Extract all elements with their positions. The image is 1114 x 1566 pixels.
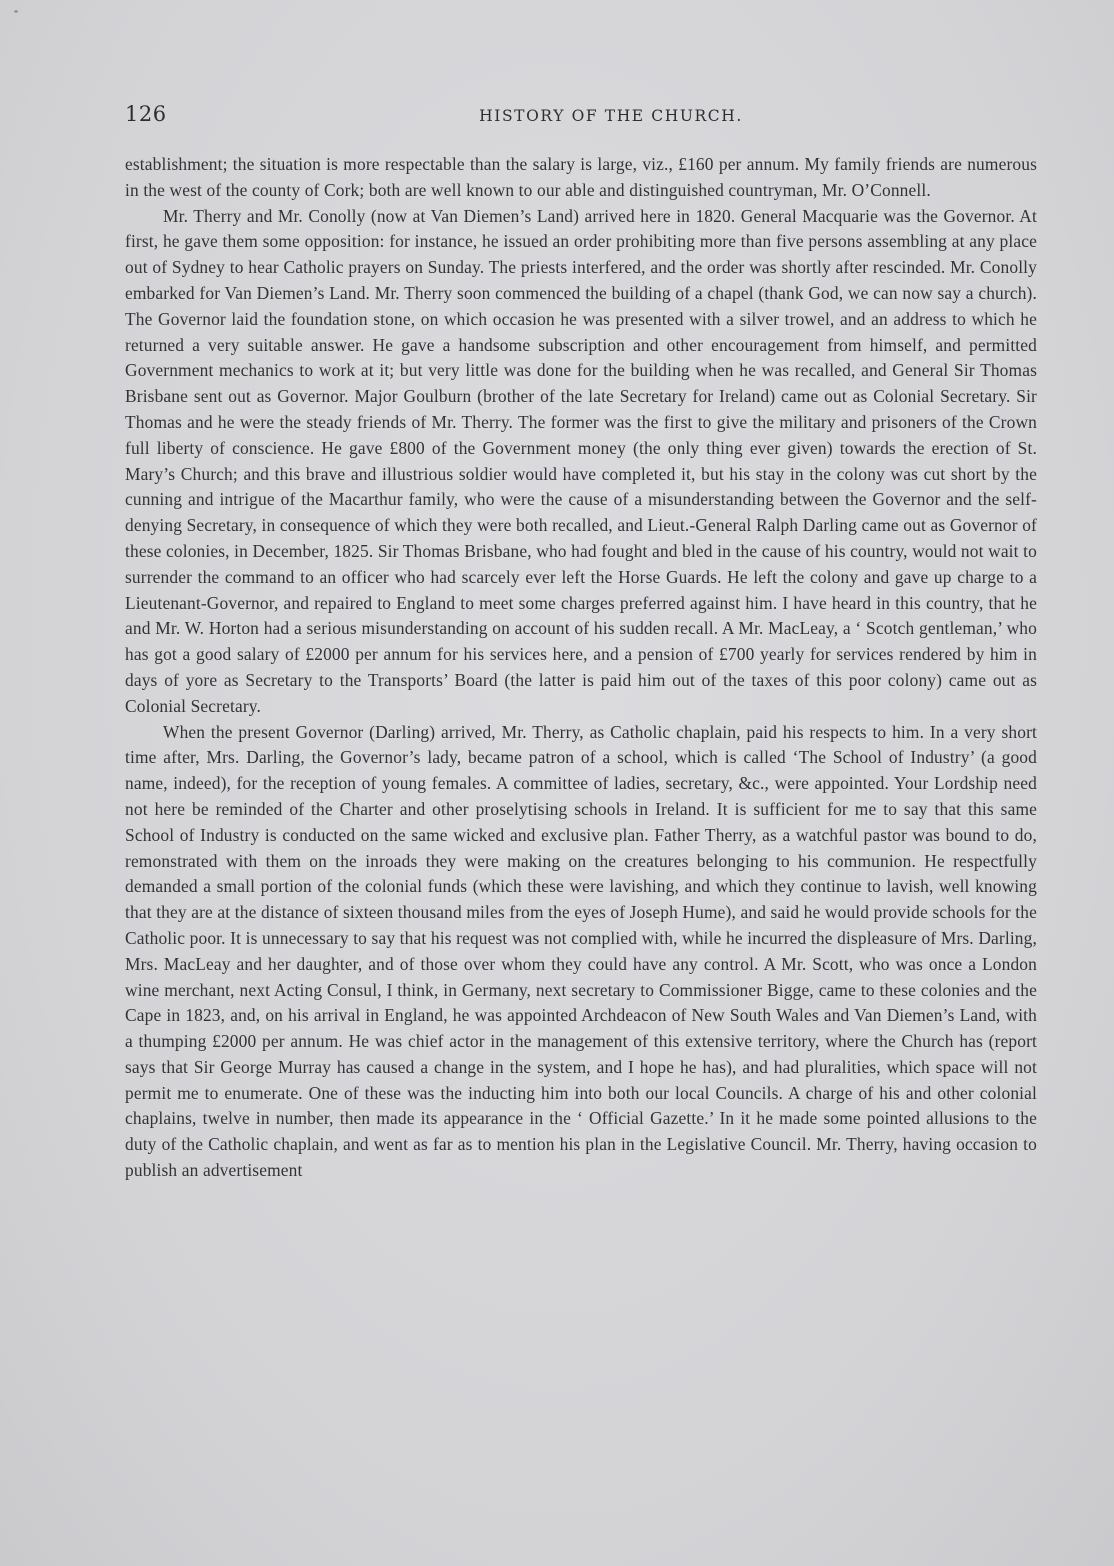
body-text — [125, 152, 1037, 1184]
running-head — [125, 102, 1037, 132]
page-number: 126 — [125, 102, 167, 126]
paragraph-continued: establishment; the situation is more respectable than the salary is large, viz., £160 per annum. My family friends are numerous in the west of the county of Cork; both are well known to our able and distinguished countryman, Mr. O’Connell. — [125, 154, 1037, 200]
paragraph: Mr. Therry and Mr. Conolly (now at Van Diemen’s Land) arrived here in 1820. General Macquarie was the Governor. At first, he gave them some opposition: for instance, he issued an order prohibiting more than five persons assembling at any place out of Sydney to hear Catholic prayers on Sunday. The priests interfered, and the order was shortly after rescinded. Mr. Conolly embarked for Van Diemen’s Land. Mr. Therry soon commenced the building of a chapel (thank God, we can now say a church). The Governor laid the foundation stone, on which occasion he was presented with a silver trowel, and an address to which he returned a very suitable answer. He gave a handsome subscription and other encouragement from himself, and permitted Government mechanics to work at it; but very little was done for the building when he was recalled, and General Sir Thomas Brisbane sent out as Governor. Major Goulburn (brother of the late Secretary for Ireland) came out as Colonial Secretary. Sir Thomas and he were the steady friends of Mr. Therry. The former was the first to give the military and prisoners of the Crown full liberty of conscience. He gave £800 of the Government money (the only thing ever given) towards the erection of St. Mary’s Church; and this brave and illustrious soldier would have completed it, but his stay in the colony was cut short by the cunning and intrigue of the Macarthur family, who were the cause of a misunderstanding between the Governor and the self-denying Secretary, in consequence of which they were both recalled, and Lieut.-General Ralph Darling came out as Governor of these colonies, in December, 1825. Sir Thomas Brisbane, who had fought and bled in the cause of his country, would not wait to surrender the command to an officer who had scarcely ever left the Horse Guards. He left the colony and gave up charge to a Lieutenant-Governor, and repaired to England to meet some charges preferred against him. I have heard in this country, that he and Mr. W. Horton had a serious misunderstanding on account of his sudden recall. A Mr. MacLeay, a ‘ Scotch gentleman,’ who has got a good salary of £2000 per annum for his services here, and a pension of £700 yearly for services rendered by him in days of yore as Secretary to the Transports’ Board (the latter is paid him out of the taxes of this poor colony) came out as Colonial Secretary. — [125, 205, 1037, 716]
paper-speck — [14, 10, 18, 13]
running-title: HISTORY OF THE CHURCH. — [479, 107, 743, 125]
paragraph: When the present Governor (Darling) arrived, Mr. Therry, as Catholic chaplain, paid his respects to him. In a very short time after, Mrs. Darling, the Governor’s lady, became patron of a school, which is called ‘The School of Industry’ (a good name, indeed), for the reception of young females. A committee of ladies, secretary, &c., were appointed. Your Lordship need not here be reminded of the Charter and other proselytising schools in Ireland. It is sufficient for me to say that this same School of Industry is conducted on the same wicked and exclusive plan. Father Therry, as a watchful pastor was bound to do, remonstrated with them on the inroads they were making on the creatures belonging to his communion. He respectfully demanded a small portion of the colonial funds (which these were lavishing, and which they continue to lavish, well knowing that they are at the distance of sixteen thousand miles from the eyes of Joseph Hume), and said he would provide schools for the Catholic poor. It is unnecessary to say that his request was not complied with, while he incurred the displeasure of Mrs. Darling, Mrs. MacLeay and her daughter, and of those over whom they could have any control. A Mr. Scott, who was once a London wine merchant, next Acting Consul, I think, in Germany, next secretary to Commissioner Bigge, came to these colonies and the Cape in 1823, and, on his arrival in England, he was appointed Archdeacon of New South Wales and Van Diemen’s Land, with a thumping £2000 per annum. He was chief actor in the management of this extensive territory, where the Church has (report says that Sir George Murray has caused a change in the system, and I hope he has), and had pluralities, which space will not permit me to enumerate. One of these was the inducting him into both our local Councils. A charge of his and other colonial chaplains, twelve in number, then made its appearance in the ‘ Official Gazette.’ In it he made some pointed allusions to the duty of the Catholic chaplain, and went as far as to mention his plan in the Legislative Council. Mr. Therry, having occasion to publish an advertisement — [125, 721, 1037, 1181]
